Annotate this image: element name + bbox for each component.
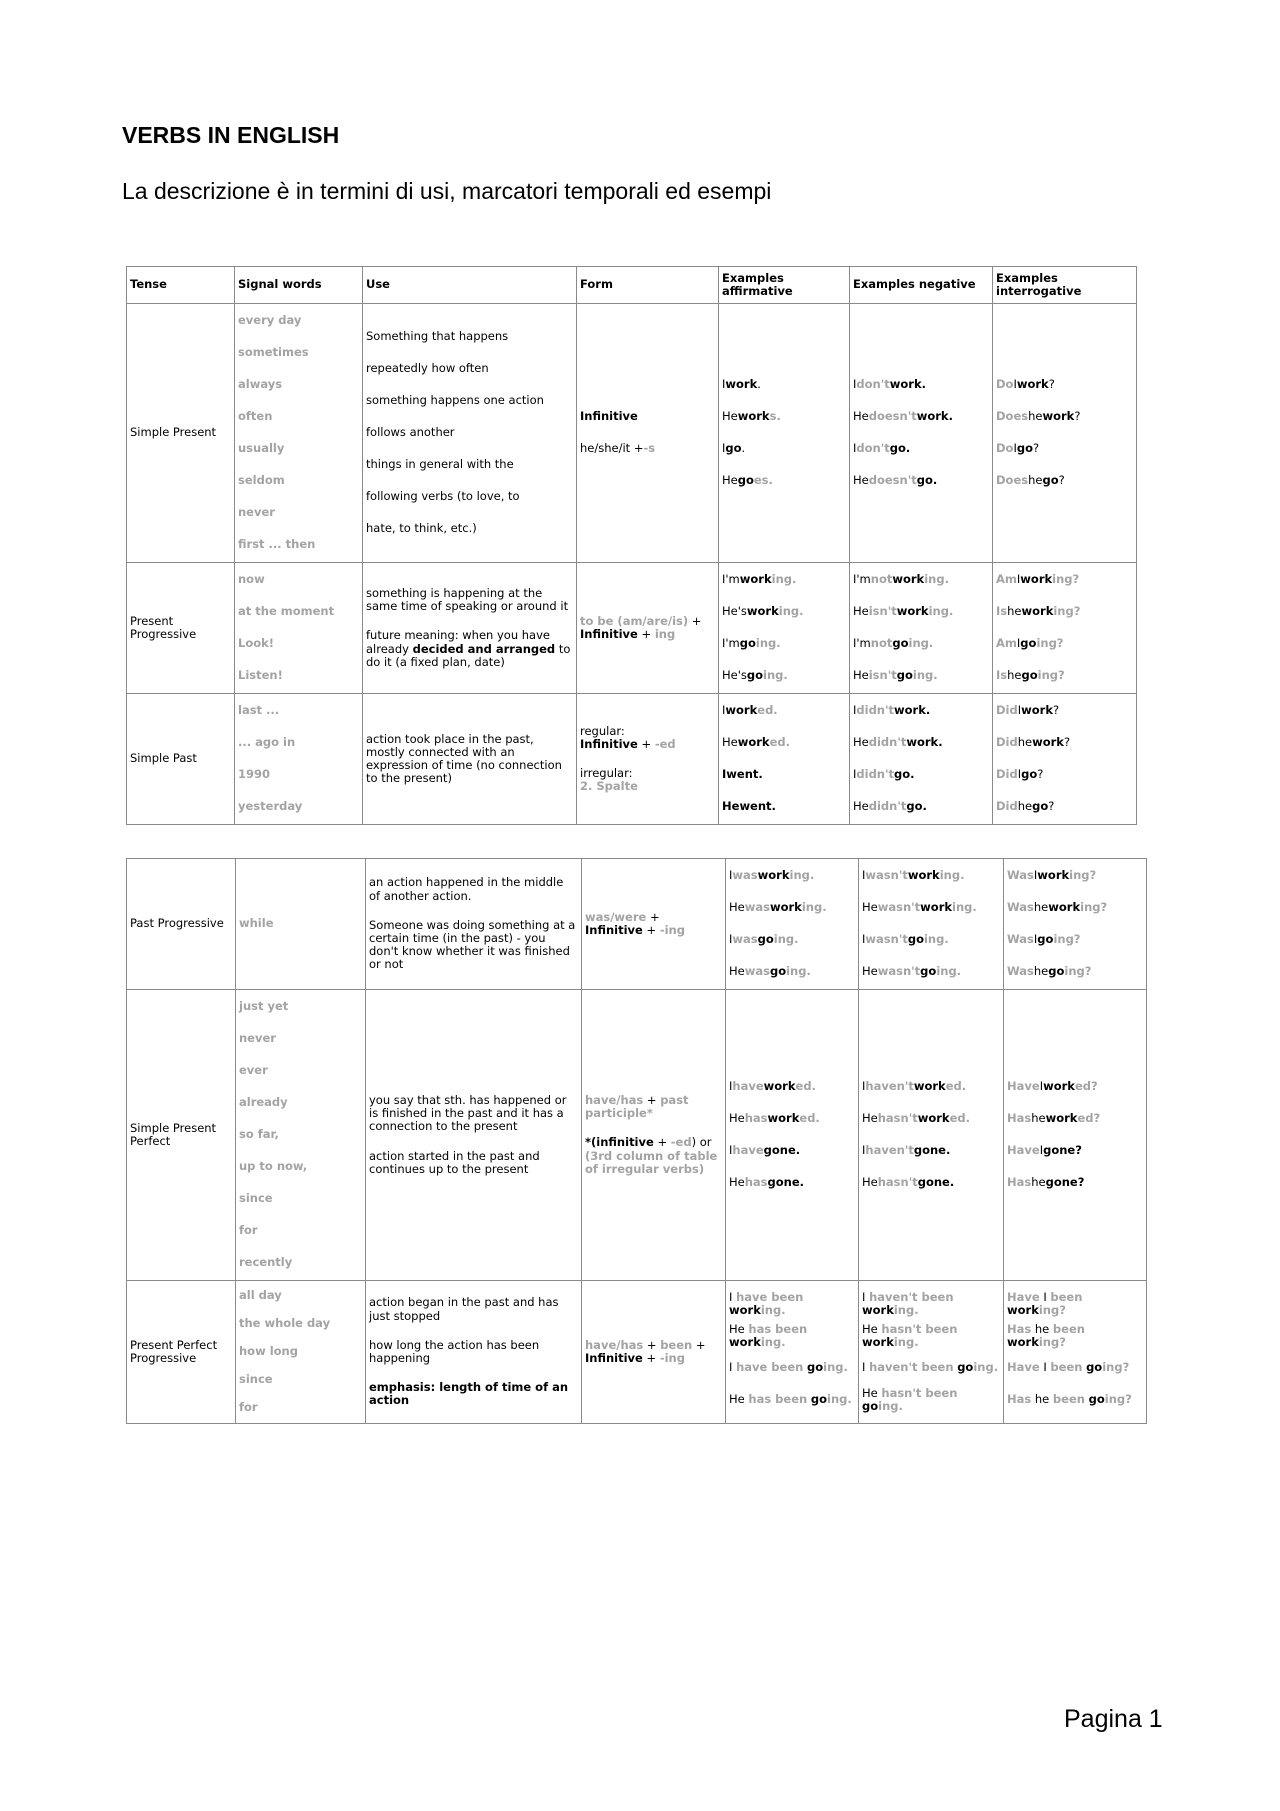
use-cell bbox=[363, 694, 577, 825]
use-text: an action happened in the middle of another action. bbox=[369, 875, 564, 903]
examples-interrogative-cell bbox=[993, 563, 1137, 694]
example: Have I gone? bbox=[1007, 1143, 1082, 1158]
table-header-row bbox=[127, 267, 1137, 304]
signal-words-cell bbox=[235, 563, 363, 694]
signal-word: never bbox=[239, 1031, 276, 1046]
tense-cell: Present Perfect Progressive bbox=[127, 1281, 236, 1424]
example: I'm work ing. bbox=[722, 572, 797, 587]
use-line: following verbs (to love, to bbox=[366, 489, 520, 504]
signal-word: never bbox=[238, 505, 275, 520]
signal-word: how long bbox=[239, 1344, 298, 1359]
signal-word: recently bbox=[239, 1255, 293, 1270]
example: Was I work ing? bbox=[1007, 868, 1097, 883]
header-tense: Tense bbox=[127, 267, 235, 304]
example: He was work ing. bbox=[729, 900, 827, 915]
example: I don't go. bbox=[853, 441, 911, 456]
use-cell bbox=[366, 1281, 582, 1424]
example: Is he go ing? bbox=[996, 668, 1065, 683]
signal-word: since bbox=[239, 1372, 273, 1387]
table-row-present-progressive bbox=[127, 563, 1137, 694]
use-cell bbox=[366, 990, 582, 1281]
signal-word: Look! bbox=[238, 636, 275, 651]
example: I haven't work ed. bbox=[862, 1079, 967, 1094]
example: He hasn't been working. bbox=[862, 1321, 958, 1349]
signal-word: often bbox=[238, 409, 273, 424]
signal-word: first ... then bbox=[238, 537, 316, 552]
signal-word: 1990 bbox=[238, 767, 271, 782]
signal-word: now bbox=[238, 572, 265, 587]
example: I haven't been going. bbox=[862, 1360, 999, 1375]
signal-word: so far, bbox=[239, 1127, 279, 1142]
tense-cell: Simple Past bbox=[127, 694, 235, 825]
use-line: Something that happens bbox=[366, 329, 509, 344]
form-cell: was/were + Infinitive + -ing bbox=[582, 859, 726, 990]
example: Was he go ing? bbox=[1007, 964, 1092, 979]
examples-interrogative-cell bbox=[1004, 990, 1147, 1281]
example: He wasn't work ing. bbox=[862, 900, 977, 915]
use-line: repeatedly how often bbox=[366, 361, 489, 376]
signal-word: yesterday bbox=[238, 799, 303, 814]
example: I'm not go ing. bbox=[853, 636, 934, 651]
use-text: how long the action has been happening bbox=[369, 1337, 540, 1365]
example: I have been working. bbox=[729, 1289, 804, 1317]
example: Does he work ? bbox=[996, 409, 1081, 424]
header-use: Use bbox=[363, 267, 577, 304]
signal-word: Listen! bbox=[238, 668, 283, 683]
signal-word: sometimes bbox=[238, 345, 309, 360]
examples-negative-cell bbox=[859, 1281, 1004, 1424]
example: Was he work ing? bbox=[1007, 900, 1108, 915]
example: He wasn't go ing. bbox=[862, 964, 962, 979]
use-cell bbox=[366, 859, 582, 990]
table-row-simple-past bbox=[127, 694, 1137, 825]
page-subtitle: La descrizione è in termini di usi, marcatori temporali ed esempi bbox=[122, 178, 772, 204]
example: Has he work ed? bbox=[1007, 1111, 1101, 1126]
example: He didn't work. bbox=[853, 735, 943, 750]
signal-word: last ... bbox=[238, 703, 280, 718]
examples-negative-cell bbox=[850, 304, 993, 563]
verbs-table-2 bbox=[126, 858, 1147, 1424]
example: Is he work ing? bbox=[996, 604, 1081, 619]
use-text: something is happening at the same time of speaking or around it bbox=[366, 585, 569, 614]
examples-affirmative-cell bbox=[726, 859, 859, 990]
example: Did he work ? bbox=[996, 735, 1071, 750]
example: Has he been working? bbox=[1007, 1321, 1085, 1349]
example: He isn't go ing. bbox=[853, 668, 938, 683]
form-line: Infinitive bbox=[580, 409, 638, 424]
signal-words-cell bbox=[236, 990, 366, 1281]
example: Have I been working? bbox=[1007, 1289, 1083, 1317]
table-row-simple-present bbox=[127, 304, 1137, 563]
signal-word: since bbox=[239, 1191, 273, 1206]
use-cell bbox=[363, 563, 577, 694]
signal-words-cell: while bbox=[236, 859, 366, 990]
example: He doesn't go. bbox=[853, 473, 938, 488]
example: I was work ing. bbox=[729, 868, 815, 883]
example: I was go ing. bbox=[729, 932, 799, 947]
use-line: things in general with the bbox=[366, 457, 514, 472]
example: Am I work ing? bbox=[996, 572, 1080, 587]
use-text: Someone was doing something at a certain time (in the past) - you don't know whether it was finished or not bbox=[369, 917, 576, 972]
example: I have work ed. bbox=[729, 1079, 816, 1094]
signal-word: all day bbox=[239, 1288, 282, 1303]
example: He work ed. bbox=[722, 735, 790, 750]
form-cell: regular: Infinitive + -ed irregular: 2. Spalte bbox=[577, 694, 719, 825]
use-text: you say that sth. has happened or is finished in the past and it has a connection to the present bbox=[369, 1092, 567, 1134]
form-cell: have/has + been + Infinitive + -ing bbox=[582, 1281, 726, 1424]
header-examples-negative: Examples negative bbox=[850, 267, 993, 304]
example: Does he go ? bbox=[996, 473, 1065, 488]
example: Have I been going? bbox=[1007, 1360, 1130, 1375]
header-examples-interrogative: Examples interrogative bbox=[993, 267, 1137, 304]
example: He doesn't work. bbox=[853, 409, 953, 424]
use-line: something happens one action bbox=[366, 393, 544, 408]
example: I work . bbox=[722, 377, 761, 392]
signal-words-cell bbox=[235, 304, 363, 563]
signal-word: just yet bbox=[239, 999, 289, 1014]
signal-word: ever bbox=[239, 1063, 268, 1078]
example: I didn't go. bbox=[853, 767, 915, 782]
example: I have gone. bbox=[729, 1143, 801, 1158]
signal-words-cell bbox=[235, 694, 363, 825]
example: I went . bbox=[722, 767, 763, 782]
page-title: VERBS IN ENGLISH bbox=[122, 122, 340, 148]
example: He has been working. bbox=[729, 1321, 808, 1349]
verbs-table-1 bbox=[126, 266, 1137, 825]
table-row-present-perfect bbox=[127, 990, 1147, 1281]
example: Was I go ing? bbox=[1007, 932, 1081, 947]
use-cell bbox=[363, 304, 577, 563]
signal-word: the whole day bbox=[239, 1316, 331, 1331]
example: He go es. bbox=[722, 473, 773, 488]
header-examples-affirmative: Examples affirmative bbox=[719, 267, 850, 304]
example: I don't work. bbox=[853, 377, 926, 392]
table-row-present-perfect-progressive bbox=[127, 1281, 1147, 1424]
example: He was go ing. bbox=[729, 964, 811, 979]
tense-cell: Past Progressive bbox=[127, 859, 236, 990]
example: Did I go ? bbox=[996, 767, 1044, 782]
signal-word: usually bbox=[238, 441, 285, 456]
use-text: action began in the past and has just stopped bbox=[369, 1295, 559, 1323]
examples-interrogative-cell bbox=[993, 694, 1137, 825]
example: He has been going. bbox=[729, 1392, 852, 1407]
example: Am I go ing? bbox=[996, 636, 1064, 651]
example: I didn't work. bbox=[853, 703, 931, 718]
example: Has he gone? bbox=[1007, 1175, 1085, 1190]
tense-cell: Simple Present Perfect bbox=[127, 990, 236, 1281]
use-text: future meaning: when you have already decided and arranged to do it (a fixed plan, date) bbox=[366, 628, 571, 669]
example: I'm not work ing. bbox=[853, 572, 949, 587]
example: I go . bbox=[722, 441, 746, 456]
example: Has he been going? bbox=[1007, 1392, 1132, 1407]
form-cell bbox=[577, 304, 719, 563]
use-text: action started in the past and continues up to the present bbox=[369, 1148, 540, 1176]
example: Do I work ? bbox=[996, 377, 1055, 392]
example: He's work ing. bbox=[722, 604, 804, 619]
example: He hasn't work ed. bbox=[862, 1111, 970, 1126]
example: Do I go ? bbox=[996, 441, 1040, 456]
example: He didn't go. bbox=[853, 799, 927, 814]
signal-word: every day bbox=[238, 313, 302, 328]
example: He hasn't been going. bbox=[862, 1385, 958, 1413]
example: He work s. bbox=[722, 409, 781, 424]
form-cell: to be (am/are/is) + Infinitive + ing bbox=[577, 563, 719, 694]
example: I haven't gone. bbox=[862, 1143, 951, 1158]
examples-affirmative-cell bbox=[726, 1281, 859, 1424]
examples-affirmative-cell bbox=[719, 304, 850, 563]
examples-negative-cell bbox=[850, 694, 993, 825]
examples-affirmative-cell bbox=[719, 694, 850, 825]
use-line: follows another bbox=[366, 425, 455, 440]
examples-interrogative-cell bbox=[993, 304, 1137, 563]
examples-affirmative-cell bbox=[719, 563, 850, 694]
signal-word: up to now, bbox=[239, 1159, 308, 1174]
header-signal-words: Signal words bbox=[235, 267, 363, 304]
page-number: Pagina 1 bbox=[1064, 1705, 1163, 1733]
examples-negative-cell bbox=[859, 990, 1004, 1281]
signal-words-cell bbox=[236, 1281, 366, 1424]
examples-affirmative-cell bbox=[726, 990, 859, 1281]
signal-word: always bbox=[238, 377, 283, 392]
example: I work ed. bbox=[722, 703, 778, 718]
example: I wasn't work ing. bbox=[862, 868, 965, 883]
use-text: emphasis: length of time of an action bbox=[369, 1380, 569, 1408]
example: He's go ing. bbox=[722, 668, 788, 683]
example: He hasn't gone. bbox=[862, 1175, 955, 1190]
example: Did I work ? bbox=[996, 703, 1060, 718]
example: I have been going. bbox=[729, 1360, 848, 1375]
example: He went . bbox=[722, 799, 776, 814]
example: He has work ed. bbox=[729, 1111, 820, 1126]
example: I'm go ing. bbox=[722, 636, 781, 651]
example: I wasn't go ing. bbox=[862, 932, 949, 947]
signal-word: already bbox=[239, 1095, 288, 1110]
example: Did he go ? bbox=[996, 799, 1055, 814]
signal-word: for bbox=[239, 1400, 258, 1415]
use-line: hate, to think, etc.) bbox=[366, 521, 477, 536]
form-cell: have/has + past participle* *(infinitive + -ed) or (3rd column of table of irregular verbs) bbox=[582, 990, 726, 1281]
example: He has gone. bbox=[729, 1175, 805, 1190]
examples-interrogative-cell bbox=[1004, 859, 1147, 990]
example: Have I work ed? bbox=[1007, 1079, 1098, 1094]
tense-cell: Simple Present bbox=[127, 304, 235, 563]
example: I haven't been working. bbox=[862, 1289, 954, 1317]
table-row-past-progressive bbox=[127, 859, 1147, 990]
form-line: he/she/it + -s bbox=[580, 441, 656, 456]
examples-negative-cell bbox=[850, 563, 993, 694]
tense-cell: Present Progressive bbox=[127, 563, 235, 694]
signal-word: for bbox=[239, 1223, 258, 1238]
examples-negative-cell bbox=[859, 859, 1004, 990]
header-form: Form bbox=[577, 267, 719, 304]
signal-word: at the moment bbox=[238, 604, 335, 619]
examples-interrogative-cell bbox=[1004, 1281, 1147, 1424]
signal-word: seldom bbox=[238, 473, 285, 488]
use-text: action took place in the past, mostly connected with an expression of time (no connection to the present) bbox=[366, 731, 562, 786]
example: He isn't work ing. bbox=[853, 604, 954, 619]
signal-word: ... ago in bbox=[238, 735, 296, 750]
